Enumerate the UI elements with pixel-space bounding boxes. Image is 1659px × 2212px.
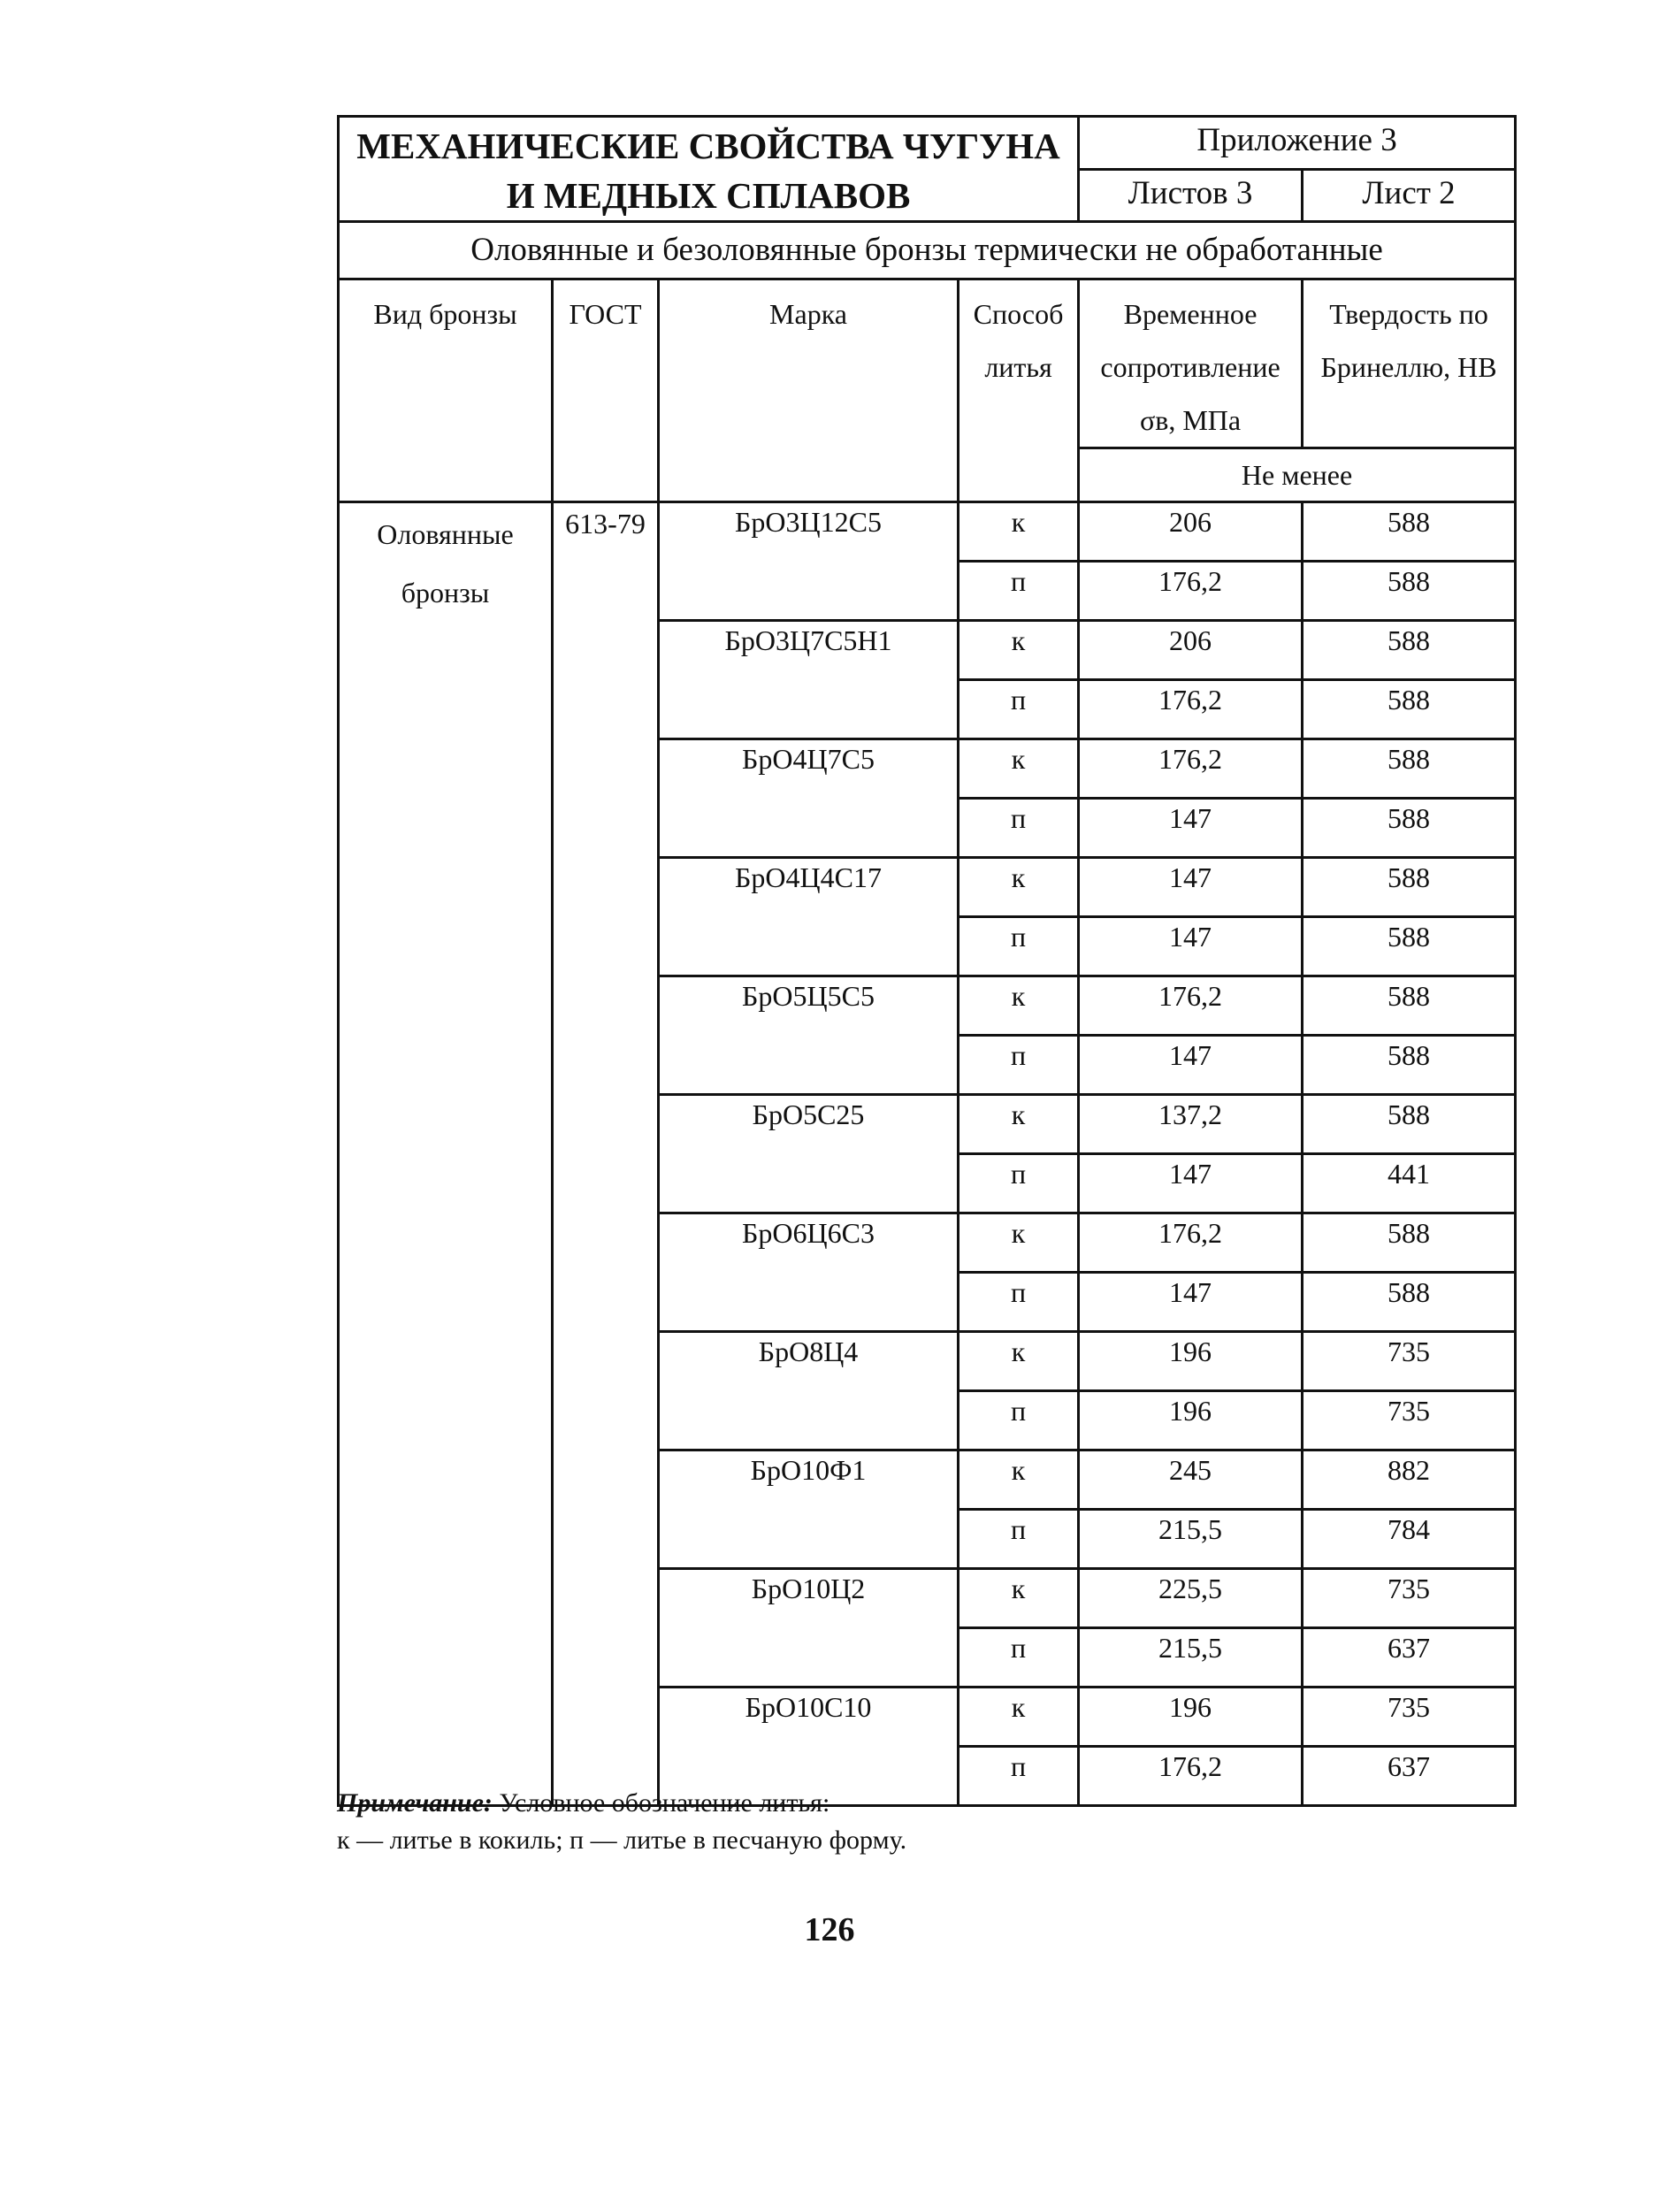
strength-cell: 176,2 — [1079, 1213, 1303, 1273]
grade-cell: БрО10С10 — [659, 1688, 959, 1806]
strength-cell: 137,2 — [1079, 1095, 1303, 1154]
method-cell: к — [959, 1332, 1079, 1391]
method-cell: п — [959, 1510, 1079, 1569]
document-title — [339, 117, 1079, 222]
min-value-label: Не менее — [1079, 448, 1516, 502]
method-cell: п — [959, 917, 1079, 976]
method-cell: к — [959, 1095, 1079, 1154]
method-cell: к — [959, 1450, 1079, 1510]
method-cell: к — [959, 858, 1079, 917]
properties-table — [337, 115, 1517, 1807]
note-text: Условное обозначение литья: — [492, 1788, 830, 1818]
strength-cell: 176,2 — [1079, 562, 1303, 621]
method-cell: к — [959, 976, 1079, 1036]
hardness-cell: 637 — [1303, 1747, 1516, 1806]
method-cell: к — [959, 1569, 1079, 1628]
method-cell: к — [959, 1213, 1079, 1273]
hardness-cell: 588 — [1303, 858, 1516, 917]
hardness-cell: 588 — [1303, 917, 1516, 976]
hardness-cell: 588 — [1303, 1273, 1516, 1332]
strength-cell: 225,5 — [1079, 1569, 1303, 1628]
hardness-cell: 735 — [1303, 1332, 1516, 1391]
hardness-cell: 588 — [1303, 739, 1516, 799]
strength-cell: 206 — [1079, 621, 1303, 680]
hardness-cell: 882 — [1303, 1450, 1516, 1510]
method-cell: п — [959, 799, 1079, 858]
hardness-cell: 588 — [1303, 1036, 1516, 1095]
hardness-cell: 735 — [1303, 1688, 1516, 1747]
document-page — [337, 115, 1514, 1807]
table-subtitle: Оловянные и безоловянные бронзы термически не обработанные — [339, 222, 1516, 279]
column-header-hardness: Твердость по Бринеллю, НВ — [1303, 279, 1516, 448]
strength-cell: 147 — [1079, 1036, 1303, 1095]
strength-cell: 147 — [1079, 858, 1303, 917]
hardness-cell: 735 — [1303, 1569, 1516, 1628]
method-cell: п — [959, 562, 1079, 621]
hardness-cell: 588 — [1303, 976, 1516, 1036]
grade-cell: БрО4Ц4С17 — [659, 858, 959, 976]
hardness-cell: 637 — [1303, 1628, 1516, 1688]
sheets-total: Листов 3 — [1079, 169, 1303, 222]
strength-cell: 147 — [1079, 799, 1303, 858]
grade-cell: БрО5С25 — [659, 1095, 959, 1213]
strength-cell: 196 — [1079, 1688, 1303, 1747]
column-header-type: Вид бронзы — [339, 279, 553, 502]
method-cell: п — [959, 680, 1079, 739]
method-cell: п — [959, 1036, 1079, 1095]
note-label: Примечание: — [337, 1788, 493, 1818]
table-note — [337, 1785, 906, 1859]
method-cell: п — [959, 1628, 1079, 1688]
strength-cell: 176,2 — [1079, 680, 1303, 739]
grade-cell: БрО8Ц4 — [659, 1332, 959, 1450]
hardness-cell: 588 — [1303, 680, 1516, 739]
strength-cell: 206 — [1079, 502, 1303, 562]
strength-cell: 176,2 — [1079, 1747, 1303, 1806]
strength-cell: 147 — [1079, 1154, 1303, 1213]
strength-cell: 147 — [1079, 1273, 1303, 1332]
strength-cell: 176,2 — [1079, 976, 1303, 1036]
title-line-1: МЕХАНИЧЕСКИЕ СВОЙСТВА ЧУГУНА — [356, 126, 1060, 166]
strength-cell: 196 — [1079, 1332, 1303, 1391]
note-line-2: к — литье в кокиль; п — литье в песчаную форму. — [337, 1825, 907, 1855]
method-cell: п — [959, 1391, 1079, 1450]
method-cell: к — [959, 739, 1079, 799]
strength-cell: 215,5 — [1079, 1510, 1303, 1569]
hardness-cell: 588 — [1303, 1213, 1516, 1273]
grade-cell: БрО3Ц12С5 — [659, 502, 959, 621]
appendix-label: Приложение 3 — [1079, 117, 1516, 170]
column-header-method: Способ литья — [959, 279, 1079, 502]
strength-cell: 215,5 — [1079, 1628, 1303, 1688]
method-cell: к — [959, 621, 1079, 680]
column-header-grade: Марка — [659, 279, 959, 502]
method-cell: к — [959, 502, 1079, 562]
gost-cell: 613-79 — [553, 502, 659, 1806]
column-header-gost: ГОСТ — [553, 279, 659, 502]
hardness-cell: 735 — [1303, 1391, 1516, 1450]
strength-cell: 196 — [1079, 1391, 1303, 1450]
hardness-cell: 441 — [1303, 1154, 1516, 1213]
title-line-2: И МЕДНЫХ СПЛАВОВ — [506, 175, 911, 216]
method-cell: п — [959, 1154, 1079, 1213]
hardness-cell: 588 — [1303, 799, 1516, 858]
bronze-type-cell: Оловянные бронзы — [339, 502, 553, 1806]
method-cell: п — [959, 1273, 1079, 1332]
strength-cell: 176,2 — [1079, 739, 1303, 799]
grade-cell: БрО10Ц2 — [659, 1569, 959, 1688]
method-cell: п — [959, 1747, 1079, 1806]
hardness-cell: 588 — [1303, 621, 1516, 680]
table-row — [339, 502, 1516, 562]
grade-cell: БрО4Ц7С5 — [659, 739, 959, 858]
hardness-cell: 784 — [1303, 1510, 1516, 1569]
hardness-cell: 588 — [1303, 502, 1516, 562]
grade-cell: БрО5Ц5С5 — [659, 976, 959, 1095]
grade-cell: БрО6Ц6С3 — [659, 1213, 959, 1332]
method-cell: к — [959, 1688, 1079, 1747]
page-number: 126 — [804, 1911, 855, 1948]
strength-cell: 245 — [1079, 1450, 1303, 1510]
strength-cell: 147 — [1079, 917, 1303, 976]
hardness-cell: 588 — [1303, 562, 1516, 621]
sheet-current: Лист 2 — [1303, 169, 1516, 222]
grade-cell: БрО10Ф1 — [659, 1450, 959, 1569]
grade-cell: БрО3Ц7С5Н1 — [659, 621, 959, 739]
hardness-cell: 588 — [1303, 1095, 1516, 1154]
column-header-strength: Временное сопротивление σв, МПа — [1079, 279, 1303, 448]
